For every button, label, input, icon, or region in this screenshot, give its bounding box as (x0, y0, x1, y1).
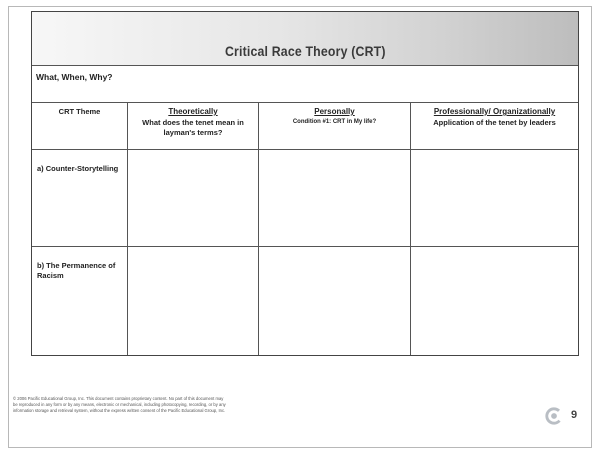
cell-permanence-personally[interactable] (259, 247, 411, 355)
page-sheet (8, 6, 592, 448)
prompt-text: What, When, Why? (36, 72, 113, 82)
cell-permanence-theoretically[interactable] (128, 247, 259, 355)
row-label-permanence-of-racism: b) The Permanence of Racism (32, 247, 128, 355)
header-professionally-sub: Application of the tenet by leaders (433, 117, 556, 127)
header-personally (259, 103, 411, 150)
header-personally-label: Personally (314, 107, 355, 116)
header-theoretically (128, 103, 259, 150)
prompt-row (32, 66, 578, 103)
title-bar (32, 12, 578, 66)
cell-counter-storytelling-theoretically[interactable] (128, 150, 259, 247)
crt-worksheet (31, 11, 579, 356)
copyright-notice: © 2006 Pacific Educational Group, Inc. This document contains proprietary content. No part of this document may be reproduced in any form or by any means, electronic or mechanical, including photocopying, recording, or by any information storage and retrieval system, without the express written consent of the Pacific Educational Group, Inc. (13, 396, 226, 414)
header-crt-theme (32, 103, 128, 150)
crt-table (32, 103, 578, 355)
cell-counter-storytelling-personally[interactable] (259, 150, 411, 247)
row-label-counter-storytelling: a) Counter-Storytelling (32, 150, 128, 247)
pacific-educational-group-logo-icon (545, 407, 563, 425)
page-title: Critical Race Theory (CRT) (224, 43, 386, 59)
cell-permanence-professionally[interactable] (411, 247, 578, 355)
header-professionally (411, 103, 578, 150)
header-professionally-label: Professionally/ Organizationally (433, 107, 556, 116)
header-crt-theme-label: CRT Theme (58, 107, 101, 116)
header-theoretically-label: Theoretically (168, 107, 218, 116)
header-personally-sub: Condition #1: CRT in My life? (292, 118, 377, 125)
header-theoretically-sub: What does the tenet mean in layman's terms? (142, 117, 244, 137)
page-number: 9 (571, 409, 578, 421)
cell-counter-storytelling-professionally[interactable] (411, 150, 578, 247)
